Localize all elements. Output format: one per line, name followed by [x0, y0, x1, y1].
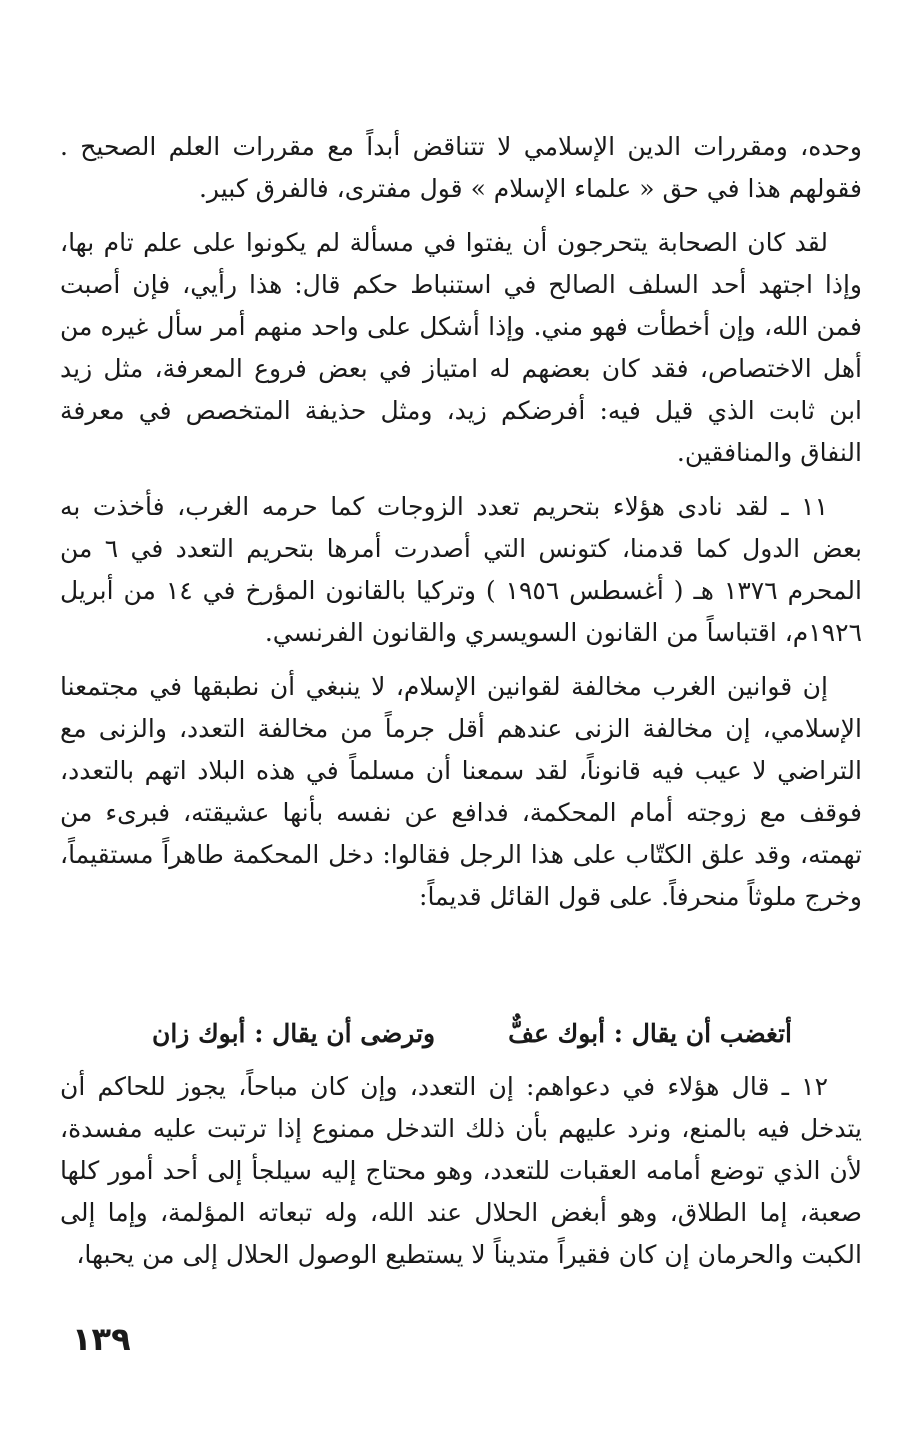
- verse-second-hemistich: وترضى أن يقال : أبوك زان: [152, 1019, 436, 1048]
- poetry-verse: [60, 1012, 862, 1056]
- text-block-bottom: [60, 1066, 862, 1276]
- paragraph-point-12: ١٢ ـ قال هؤلاء في دعواهم: إن التعدد، وإن كان مباحاً، يجوز للحاكم أن يتدخل فيه بالمنع، ونرد عليهم بأن ذلك التدخل ممنوع إذا ترتبت عليه مفسدة، لأن الذي توضع أمامه العقبات للتعدد، وهو محتاج إليه سيلجأ إلى أحد أمور كلها صعبة، إما الطلاق، وهو أبغض الحلال عند الله، وله تبعاته المؤلمة، وإما إلى الكبت والحرمان إن كان فقيراً متديناً لا يستطيع الوصول الحلال إلى من يحبها،: [60, 1072, 862, 1269]
- text-block-top: [60, 126, 862, 918]
- page-number: ١٣٩: [72, 1320, 131, 1358]
- paragraph-western-laws: إن قوانين الغرب مخالفة لقوانين الإسلام، لا ينبغي أن نطبقها في مجتمعنا الإسلامي، إن مخالفة الزنى عندهم أقل جرماً من مخالفة التعدد، والزنى مع التراضي لا عيب فيه قانوناً، لقد سمعنا أن مسلماً في هذه البلاد اتهم بالتعدد، فوقف مع زوجته أمام المحكمة، فدافع عن نفسه بأنها عشيقته، فبرىء من تهمته، وقد علق الكتّاب على هذا الرجل فقالوا: دخل المحكمة طاهراً مستقيماً، وخرج ملوثاً منحرفاً. على قول القائل قديماً:: [60, 672, 863, 911]
- verse-first-hemistich: أتغضب أن يقال : أبوك عفٌّ: [508, 1019, 792, 1048]
- paragraph-point-11: ١١ ـ لقد نادى هؤلاء بتحريم تعدد الزوجات كما حرمه الغرب، فأخذت به بعض الدول كما قدمنا، كتونس التي أصدرت أمرها بتحريم التعدد في ٦ من المحرم ١٣٧٦ هـ ( أغسطس ١٩٥٦ ) وتركيا بالقانون المؤرخ في ١٤ من أبريل ١٩٢٦م، اقتباساً من القانون السويسري والقانون الفرنسي.: [60, 492, 862, 647]
- paragraph-companions: لقد كان الصحابة يتحرجون أن يفتوا في مسألة لم يكونوا على علم تام بها، وإذا اجتهد أحد السلف الصالح في استنباط حكم قال: هذا رأيي، فإن أصبت فمن الله، وإن أخطأت فهو مني. وإذا أشكل على واحد منهم أمر سأل غيره من أهل الاختصاص، فقد كان بعضهم له امتياز في بعض فروع المعرفة، مثل زيد ابن ثابت الذي قيل فيه: أفرضكم زيد، ومثل حذيفة المتخصص في معرفة النفاق والمنافقين.: [60, 228, 862, 467]
- paragraph-continuation: وحده، ومقررات الدين الإسلامي لا تتناقض أبداً مع مقررات العلم الصحيح . فقولهم هذا في حق « علماء الإسلام » قول مفترى، فالفرق كبير.: [60, 132, 862, 203]
